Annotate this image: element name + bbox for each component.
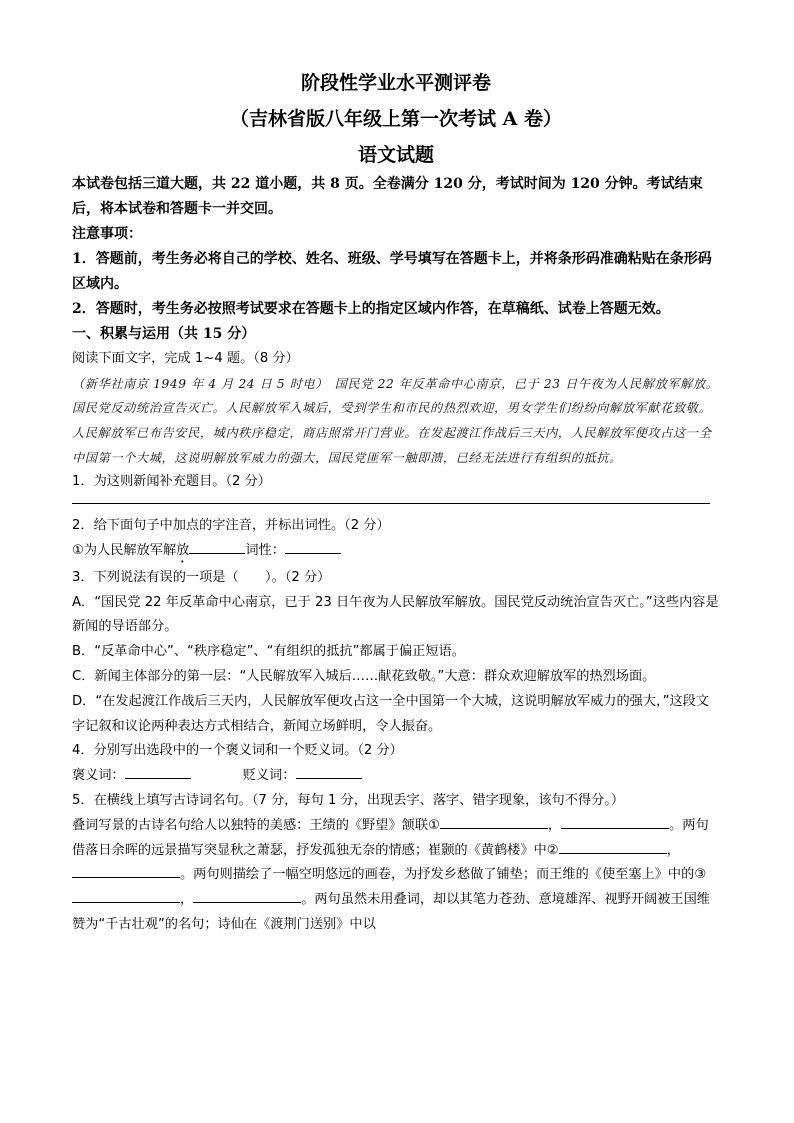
question-4: 4．分别写出选段中的一个褒义词和一个贬义词。（2 分）: [72, 743, 403, 759]
blank-number-2: ②: [546, 842, 559, 858]
question-5-body: [72, 814, 720, 938]
poem-text-4: 。两句虽然未用叠词，却以其笔力苍劲、意境雄浑、视野开阔被王国维赞为“千古壮观”的名句；诗仙在《渡荆门送别》中以: [72, 892, 710, 932]
derogatory-word-blank[interactable]: [296, 764, 362, 779]
news-article: （新华社南京 1949 年 4 月 24 日 5 时电） 国民党 22 年反革命中心南京，已于 23 日午夜为人民解放军解放。国民党反动统治宣告灭亡。人民解放军入城后，受到学生和市民的热烈欢迎，男女学生们纷纷向解放军献花致敬。人民解放军已布告安民，城内秩序稳定，商店照常开门营业。在发起渡江作战后三天内，人民解放军便攻占这一全中国第一个大城，这说明解放军威力的强大，国民党匪军一触即溃，已经无法进行有组织的抵抗。: [72, 376, 719, 465]
pinyin-blank[interactable]: [189, 539, 245, 554]
notes-title: 注意事项：: [72, 226, 142, 242]
question-2: 2．给下面句子中加点的字注音，并标出词性。（2 分）: [72, 517, 390, 533]
reading-instruction: 阅读下面文字，完成 1~4 题。（8 分）: [72, 351, 299, 366]
poem-blank-2a[interactable]: [559, 839, 667, 854]
answer-line-q1[interactable]: [72, 495, 710, 504]
option-c: C．新闻主体部分的第一层：“人民解放军入城后……献花致敬。”大意：群众欢迎解放军的热烈场面。: [72, 668, 656, 684]
poem-blank-1a[interactable]: [440, 814, 548, 829]
exam-title: 阶段性学业水平测评卷: [300, 72, 491, 94]
note-1: 1．答题前，考生务必将自己的学校、姓名、班级、学号填写在答题卡上，并将条形码准确粘贴在条形码区域内。: [72, 251, 712, 292]
exam-intro: 本试卷包括三道大题，共 22 道小题，共 8 页。全卷满分 120 分，考试时间为 120 分钟。考试结束后，将本试卷和答题卡一并交回。: [72, 176, 703, 217]
question-1: 1．为这则新闻补充题目。（2 分）: [72, 474, 271, 490]
option-a: A．“国民党 22 年反革命中心南京，已于 23 日午夜为人民解放军解放。国民党反动统治宣告灭亡。”这些内容是新闻的导语部分。: [72, 594, 719, 635]
question-5: 5．在横线上填写古诗词名句。（7 分，每句 1 分，出现丢字、落字、错字现象，该句不得分。）: [72, 792, 625, 808]
praise-word-blank[interactable]: [125, 764, 191, 779]
item-number: ①: [72, 542, 84, 558]
section-1-title: 一、积累与运用（共 15 分）: [72, 326, 256, 342]
part-of-speech-blank[interactable]: [285, 539, 341, 554]
comma: ，: [180, 892, 194, 908]
note-2: 2．答题时，考生务必按照考试要求在答题卡上的指定区域内作答，在草稿纸、试卷上答题无效。: [72, 301, 670, 317]
poem-text-3: 。两句则描绘了一幅空明悠远的画卷，为抒发乡愁做了铺垫；而王维的《使至塞上》中的: [180, 867, 695, 883]
exam-page: [72, 62, 720, 938]
comma: ，: [547, 817, 562, 833]
option-d: D．“在发起渡江作战后三天内，人民解放军便攻占这一全中国第一个大城，这说明解放军威力的强大，”这段文字记叙和议论两种表达方式相结合，新闻立场鲜明，令人振奋。: [72, 693, 710, 734]
poem-blank-3a[interactable]: [72, 888, 180, 903]
question-3: 3．下列说法有误的一项是（ ）。（2 分）: [72, 569, 331, 585]
poem-text-2: 。两句借落日余晖的远景描写突显秋之萧瑟，抒发孤独无奈的情感；崔颢的《黄鹤楼》中: [72, 817, 709, 858]
poem-blank-3b[interactable]: [193, 888, 301, 903]
sentence-text: 为人民解放军解: [83, 542, 177, 558]
blank-number-1: ①: [428, 817, 440, 833]
praise-word-label: 褒义词：: [72, 768, 125, 784]
poem-text-1: 叠词写景的古诗名句给人以独特的美感：王绩的《野望》颔联: [72, 817, 429, 833]
exam-subtitle: （吉林省版八年级上第一次考试 A 卷）: [230, 108, 562, 130]
subject-title: 语文试题: [357, 144, 434, 166]
poem-blank-1b[interactable]: [561, 814, 669, 829]
comma: ，: [666, 842, 680, 858]
question-4-answers: [72, 764, 720, 789]
blank-number-3: ③: [694, 867, 707, 883]
derogatory-word-label: 贬义词：: [242, 768, 296, 784]
poem-blank-2b[interactable]: [72, 863, 180, 878]
part-of-speech-label: 词性：: [245, 542, 285, 558]
dotted-character: 放: [176, 542, 190, 558]
question-2-item: [72, 539, 720, 566]
option-b: B．“反革命中心”、“秩序稳定”、“有组织的抵抗”都属于偏正短语。: [72, 644, 465, 660]
